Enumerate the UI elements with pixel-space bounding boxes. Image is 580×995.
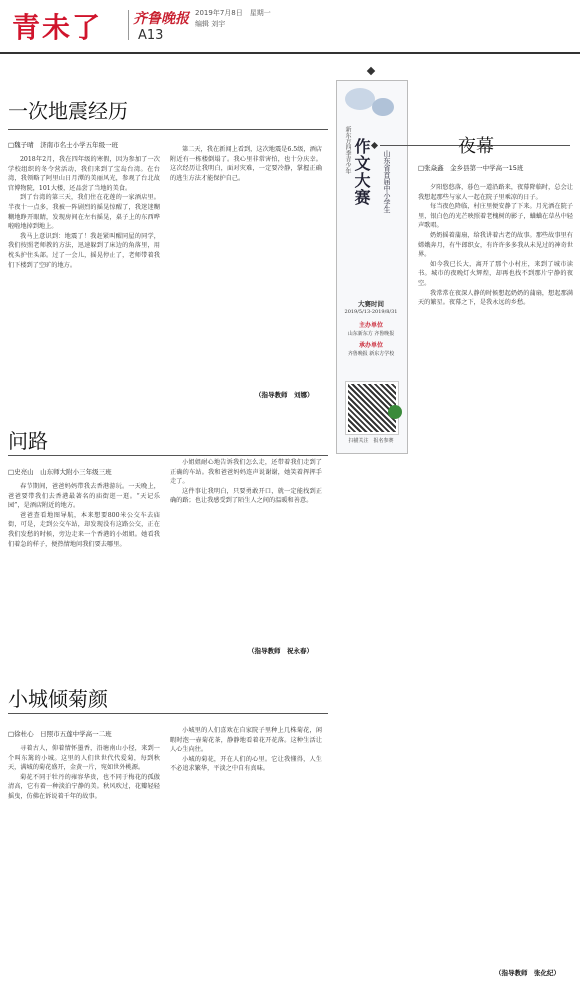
paragraph: 到了台湾的第三天，我们住在花莲的一家酒店里。半夜十一点多，我被一阵剧烈的摇晃惊醒了，我迷迷糊糊地睁开眼睛，发现房间在左右摇晃，桌子上的东西哗啦啦地掉到地上。 xyxy=(8,194,160,231)
ad-footer: 扫描关注 报名参赛 xyxy=(348,438,394,444)
paragraph: 奶奶摇着蒲扇，给我讲着古老的故事。那些故事里有嫦娥奔月，有牛郎织女，有许许多多我从未见过的神奇世界。 xyxy=(418,231,573,259)
article-body-col1 xyxy=(8,482,160,642)
host-label: 主办单位 xyxy=(358,322,383,329)
time-value: 2019/5/13-2019/8/31 xyxy=(344,309,398,315)
paragraph: 如今我已长大，离开了那个小村庄，来到了城市读书。城市的夜晚灯火辉煌，却再也找不到那片宁静的夜空。 xyxy=(418,260,573,287)
paragraph: 菊花不同于牡丹的雍容华贵，也不同于梅花的孤傲清高，它有着一种淡泊宁静的美。秋风吹过，花瓣轻轻摇曳，仿佛在诉说着千年的故事。 xyxy=(8,773,160,800)
masthead-rule xyxy=(0,52,580,54)
paragraph: 小城里的人们喜欢在自家院子里种上几株菊花，闲暇时泡一壶菊花茶，静静地看着花开花落。这种生活让人心生向往。 xyxy=(170,727,322,754)
editor-credit: 编辑 刘宇 xyxy=(195,20,226,28)
paragraph: 夕阳悠悠落，暮色一道沿路来，夜幕降临时，总会让我想起那些与家人一起在院子里乘凉的日子。 xyxy=(418,184,573,201)
article-body-col1 xyxy=(8,744,160,989)
article-title: 一次地震经历 xyxy=(8,99,128,123)
decoration-leaf xyxy=(345,88,375,110)
paragraph: 第二天，我在新闻上看到，这次地震是6.5级，酒店附近有一栋楼倒塌了。我心里非常害怕，也十分庆幸。这次经历让我明白，面对灾难，一定要冷静，掌握正确的逃生方法才能保护自己。 xyxy=(170,146,322,182)
article-body-col2 xyxy=(170,145,322,385)
decoration-leaf xyxy=(372,98,394,116)
article-asking-way xyxy=(8,425,48,454)
article-body-col1 xyxy=(8,155,160,385)
paragraph: 我马上意识到：地震了！我赶紧叫醒同屋的同学，我们按照老师教的方法，迅速躲到了床边的角落里，用枕头护住头部。过了一会儿，摇晃停止了，老师带着我们下楼到了空旷的地方。 xyxy=(8,232,160,269)
contest-info xyxy=(338,300,404,358)
article-earthquake xyxy=(8,95,328,124)
page-number: A13 xyxy=(138,28,164,43)
article-byline: □魏子晴 济南市名士小学五年级一班 xyxy=(8,141,119,149)
article-byline: □史亮山 山东师大附小三年级三班 xyxy=(8,468,112,476)
paragraph: 我常常在夜深人静的时候想起奶奶的蒲扇，想起那满天的繁星。夜幕之下，是我永远的乡愁。 xyxy=(418,289,573,307)
paragraph: 寻着古人，仰着情怀墨香，沿塘南山小径，来到一个叫东篱的小城。这里的人们世世代代爱菊，每到秋天，满城的菊花盛开，金黄一片，宛如世外桃源。 xyxy=(8,745,160,772)
article-title: 夜幕 xyxy=(458,136,494,157)
article-byline: □张焱鑫 金乡县第一中学高一15班 xyxy=(418,164,524,172)
paragraph: 小姐姐耐心地告诉我们怎么走，还带着我们走到了正确的车站。我和爸爸妈妈连声说谢谢，她笑着挥挥手走了。 xyxy=(170,459,322,486)
teacher-credit: （指导教师 刘娜） xyxy=(255,391,314,399)
teacher-credit: （指导教师 张化纪） xyxy=(495,969,560,977)
contest-title: 作文大赛 xyxy=(352,138,371,206)
article-title: 小城倾菊颜 xyxy=(8,687,108,711)
divider xyxy=(8,129,328,130)
co-label: 承办单位 xyxy=(358,342,383,349)
host-value: 山东新东方 齐鲁晚报 xyxy=(347,331,395,337)
paragraph: 每当夜色降临，村庄里便安静了下来。月光洒在院子里，银白色的光芒映照着老槐树的影子，蛐蛐在草丛中轻声歌唱。 xyxy=(418,203,573,230)
contest-organizer: 新东方四季青少年 xyxy=(344,126,351,174)
divider xyxy=(8,713,328,714)
co-value: 齐鲁晚报 新东方学校 xyxy=(347,351,395,357)
paragraph: 春节期间，爸爸妈妈带我去香港游玩。一天晚上，爸爸要带我们去香港最著名的庙街逛一逛。“天记乐园”，是酒店附近的地方。 xyxy=(8,483,160,510)
article-body xyxy=(418,183,573,963)
article-byline: □徐杜心 日照市五莲中学高一二班 xyxy=(8,730,112,738)
dateline xyxy=(195,8,271,30)
article-body-col2 xyxy=(170,726,322,988)
paragraph: 这件事让我明白，只要勇敢开口，就一定能找到正确的路；也让我感受到了陌生人之间的温暖和善意。 xyxy=(170,487,322,505)
issue-date: 2019年7月8日 星期一 xyxy=(195,9,271,17)
article-chrysanthemum xyxy=(8,683,108,712)
teacher-credit: （指导教师 祝永春） xyxy=(248,647,313,655)
contest-subtitle: 山东省首届中小学生 xyxy=(383,150,391,213)
paragraph: 小城的菊花，开在人们的心里。它让我懂得，人生不必追求繁华，平淡之中自有真味。 xyxy=(170,755,322,773)
article-body-col2 xyxy=(170,458,322,643)
ornament-diamond xyxy=(367,67,375,75)
leaf-logo-icon xyxy=(388,405,402,419)
newspaper-brand: 齐鲁晚报 xyxy=(133,11,189,27)
masthead-divider xyxy=(128,10,129,40)
article-night xyxy=(458,132,494,158)
divider xyxy=(8,455,328,456)
paragraph: 爸爸查看地图导航，本来想要800米公交车去庙街，可是，走到公交车站，却发现没有这路公交，正在我们发愁的时候，旁边走来一个香港的小姐姐。她看我们着急的样子，便热情地问我们要去哪里。 xyxy=(8,511,160,548)
article-title: 问路 xyxy=(8,429,48,453)
paragraph: 2018年2月，我在四年级的寒假，因为参加了一次学校组织的冬令营活动，我们来到了宝岛台湾。在台湾，我领略了阿里山日月潭的美丽风光，参观了台北故宫博物院，101大楼，还品尝了当地的美食。 xyxy=(8,156,160,192)
page-masthead-title: 青未了 xyxy=(12,11,103,44)
time-label: 大赛时间 xyxy=(358,300,384,308)
